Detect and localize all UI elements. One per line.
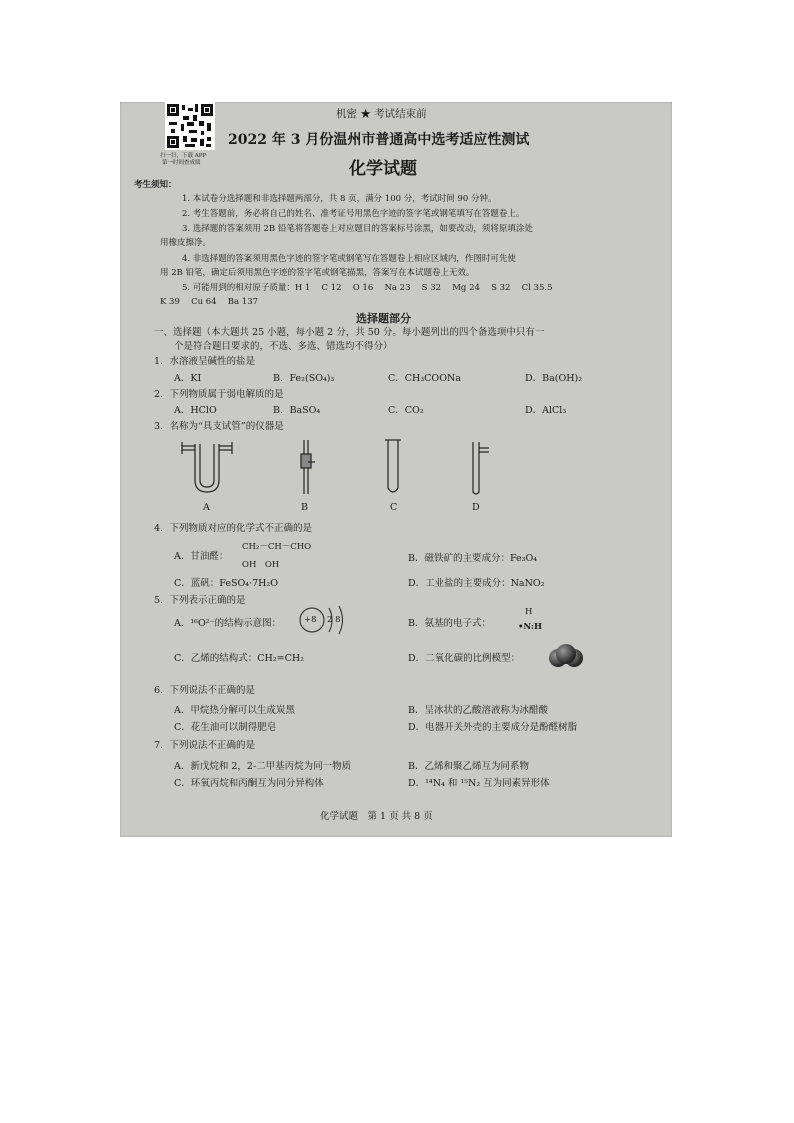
q1-option-a: A．KI bbox=[174, 373, 202, 384]
q6-option-c: C．花生油可以制得肥皂 bbox=[174, 722, 277, 733]
notice-item: 3. 选择题的答案须用 2B 铅笔将答题卷上对应题目的答案标号涂黑，如要改动，须将原填涂处 bbox=[182, 224, 533, 234]
q4-option-b: B．磁铁矿的主要成分：Fe₃O₄ bbox=[408, 553, 538, 564]
q2-option-a: A．HClO bbox=[174, 405, 217, 416]
amino-electron-nh: •N:H bbox=[518, 622, 543, 632]
q5-option-d-label: D．二氧化碳的比例模型： bbox=[408, 653, 521, 664]
page-footer: 化学试题 第 1 页 共 8 页 bbox=[320, 811, 433, 822]
q4-stem: 4．下列物质对应的化学式不正确的是 bbox=[154, 523, 313, 534]
test-tube-icon bbox=[385, 440, 401, 492]
q7-stem: 7．下列说法不正确的是 bbox=[154, 740, 256, 751]
qr-caption-1: 扫一扫，下载 APP bbox=[160, 153, 207, 159]
notice-item: K 39 Cu 64 Ba 137 bbox=[160, 297, 259, 307]
q4-option-a-formula-bottom: OH OH bbox=[242, 560, 280, 570]
q3-label-c: C bbox=[390, 502, 398, 513]
oxygen-nucleus-charge: +8 bbox=[304, 615, 317, 625]
q2-stem: 2．下列物质属于弱电解质的是 bbox=[154, 389, 284, 400]
q1-option-b: B．Fe₂(SO₄)₃ bbox=[273, 373, 335, 384]
notice-item: 2. 考生答题前，务必将自己的姓名、准考证号用黑色字迹的签字笔或钢笔填写在答题卷上。 bbox=[182, 209, 525, 219]
oxygen-shell-electrons: 2 8 bbox=[327, 615, 341, 625]
q3-label-a: A bbox=[203, 502, 210, 513]
section-intro: 个是符合题目要求的，不选、多选、错选均不得分） bbox=[174, 341, 393, 352]
q5-option-b-label: B．氨基的电子式： bbox=[408, 618, 491, 629]
q2-option-c: C．CO₂ bbox=[388, 405, 424, 416]
q2-option-b: B．BaSO₄ bbox=[273, 405, 321, 416]
q5-option-a-label: A．¹⁶O²⁻的结构示意图： bbox=[174, 618, 282, 629]
section-intro: 一、选择题（本大题共 25 小题，每小题 2 分，共 50 分。每小题列出的四个备选项中只有一 bbox=[154, 327, 545, 338]
co2-space-filling-model-icon bbox=[548, 642, 584, 670]
q3-label-b: B bbox=[301, 502, 308, 513]
subject-title: 化学试题 bbox=[349, 159, 417, 179]
amino-electron-h-top: H bbox=[525, 607, 533, 617]
q1-option-d: D．Ba(OH)₂ bbox=[525, 373, 583, 384]
u-tube-with-side-arms-icon bbox=[182, 442, 232, 492]
q6-option-d: D．电器开关外壳的主要成分是酚醛树脂 bbox=[408, 722, 578, 733]
qr-code bbox=[165, 102, 215, 150]
q4-option-c: C．蓝矾：FeSO₄·7H₂O bbox=[174, 578, 279, 589]
q3-apparatus-figure bbox=[120, 432, 672, 502]
q5-stem: 5．下列表示正确的是 bbox=[154, 595, 246, 606]
burette-icon bbox=[301, 440, 315, 494]
notice-item: 用 2B 铅笔，确定后须用黑色字迹的签字笔或钢笔描黑，答案写在本试题卷上无效。 bbox=[160, 268, 475, 278]
q1-stem: 1．水溶液呈碱性的盐是 bbox=[154, 356, 256, 367]
q5-option-c: C．乙烯的结构式：CH₂=CH₂ bbox=[174, 653, 304, 664]
q4-option-a-label: A．甘油醛： bbox=[174, 551, 229, 562]
notice-item: 5. 可能用到的相对原子质量：H 1 C 12 O 16 Na 23 S 32 Mg 24 S 32 Cl 35.5 bbox=[182, 283, 553, 293]
q7-option-c: C．环氧丙烷和丙酮互为同分异构体 bbox=[174, 778, 324, 789]
q7-option-a: A．新戊烷和 2，2-二甲基丙烷为同一物质 bbox=[174, 761, 352, 772]
q7-option-d: D．¹⁴N₄ 和 ¹⁵N₂ 互为同素异形体 bbox=[408, 778, 550, 789]
q4-option-d: D．工业盐的主要成分：NaNO₂ bbox=[408, 578, 545, 589]
notice-heading: 考生须知： bbox=[134, 180, 177, 190]
notice-item: 4. 非选择题的答案须用黑色字迹的签字笔或钢笔写在答题卷上相应区域内，作图时可先使 bbox=[182, 254, 516, 264]
q3-label-d: D bbox=[472, 502, 480, 513]
notice-item: 1. 本试卷分选择题和非选择题两部分，共 8 页，满分 100 分，考试时间 90 分钟。 bbox=[182, 194, 497, 204]
q6-option-b: B．呈冰状的乙酸溶液称为冰醋酸 bbox=[408, 705, 548, 716]
section-title: 选择题部分 bbox=[356, 312, 411, 325]
secret-label: 机密 ★ 考试结束前 bbox=[336, 108, 427, 120]
q4-option-a-formula-top: CH₂－CH－CHO bbox=[242, 542, 312, 552]
q1-option-c: C．CH₃COONa bbox=[388, 373, 461, 384]
q7-option-b: B．乙烯和聚乙烯互为同系物 bbox=[408, 761, 529, 772]
side-arm-test-tube-icon bbox=[473, 442, 489, 494]
q6-stem: 6．下列说法不正确的是 bbox=[154, 685, 256, 696]
notice-item: 用橡皮擦净。 bbox=[160, 238, 212, 248]
q6-option-a: A．甲烷热分解可以生成炭黑 bbox=[174, 705, 295, 716]
qr-caption-2: 第一时间查成绩 bbox=[162, 160, 201, 166]
q2-option-d: D．AlCl₃ bbox=[525, 405, 567, 416]
exam-title: 2022 年 3 月份温州市普通高中选考适应性测试 bbox=[228, 132, 530, 148]
q3-stem: 3．名称为“具支试管”的仪器是 bbox=[154, 421, 284, 432]
exam-sheet bbox=[120, 102, 672, 837]
